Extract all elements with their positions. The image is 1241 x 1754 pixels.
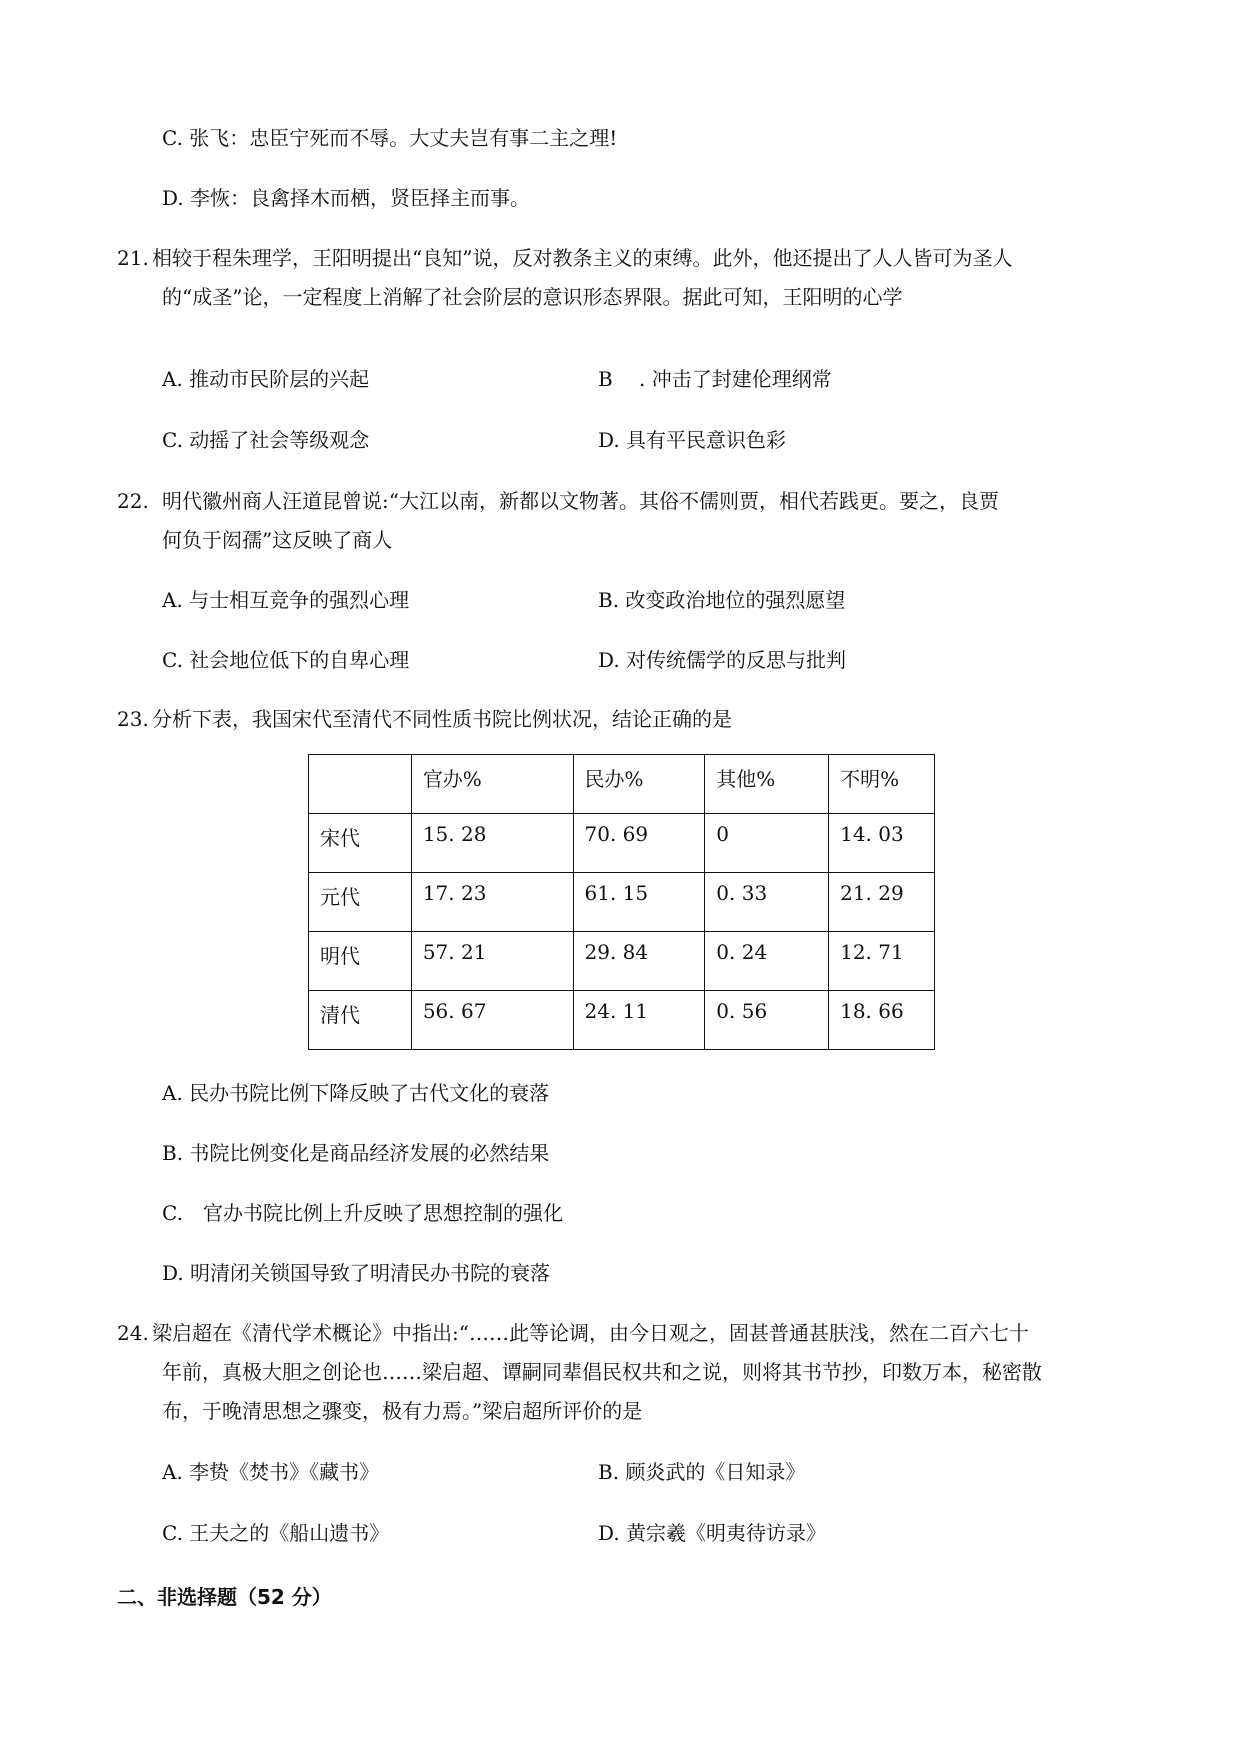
question-21-option-a: A. 推动市民阶层的兴起 [162,367,370,391]
question-22-number: 22. [117,489,149,513]
question-24-text-line1: 梁启超在《清代学术概论》中指出:“……此等论调，由今日观之，固甚普通甚肤浅，然在二百六七十 [152,1321,1029,1345]
table-cell: 57. 21 [411,932,573,991]
question-22-text-line2: 何负于闳孺”这反映了商人 [162,528,393,552]
question-23-option-c: C. 官办书院比例上升反映了思想控制的强化 [162,1201,563,1225]
table-cell: 明代 [309,932,412,991]
table-cell: 15. 28 [411,814,573,873]
question-21-text-line2: 的“成圣”论，一定程度上消解了社会阶层的意识形态界限。据此可知，王阳明的心学 [162,285,903,309]
table-header-cell: 官办% [411,755,573,814]
table-cell: 70. 69 [573,814,705,873]
table-cell: 12. 71 [829,932,935,991]
table-cell: 17. 23 [411,873,573,932]
table-cell: 宋代 [309,814,412,873]
table-header-cell: 不明% [829,755,935,814]
question-22-text-line1: 明代徽州商人汪道昆曾说:“大江以南，新都以文物著。其俗不儒则贾，相代若践更。要之，良贾 [162,489,999,513]
table-cell: 29. 84 [573,932,705,991]
table-row [309,873,935,932]
table-cell: 14. 03 [829,814,935,873]
academy-ratio-table [308,754,935,1050]
question-22-option-c: C. 社会地位低下的自卑心理 [162,648,410,672]
question-21-option-c: C. 动摇了社会等级观念 [162,428,370,452]
table-header-cell: 民办% [573,755,705,814]
question-24-text-line3: 布，于晚清思想之骤变，极有力焉。”梁启超所评价的是 [162,1399,643,1423]
table-cell: 0. 33 [705,873,829,932]
question-21-option-d: D. 具有平民意识色彩 [598,428,787,452]
table-cell: 元代 [309,873,412,932]
table-cell: 0 [705,814,829,873]
table-cell: 0. 24 [705,932,829,991]
table-cell: 0. 56 [705,991,829,1050]
question-21-text-line1: 相较于程朱理学，王阳明提出“良知”说，反对教条主义的束缚。此外，他还提出了人人皆可为圣人 [152,246,1013,270]
question-21-option-b: B . 冲击了封建伦理纲常 [598,367,832,391]
question-23-option-a: A. 民办书院比例下降反映了古代文化的衰落 [162,1081,550,1105]
table-cell: 56. 67 [411,991,573,1050]
question-22-option-a: A. 与士相互竞争的强烈心理 [162,588,410,612]
question-24-option-a: A. 李贽《焚书》《藏书》 [162,1460,380,1484]
question-21-number: 21. [117,246,149,270]
table-cell: 21. 29 [829,873,935,932]
question-23-text-line1: 分析下表，我国宋代至清代不同性质书院比例状况，结论正确的是 [152,707,732,731]
question-22-option-d: D. 对传统儒学的反思与批判 [598,648,847,672]
question-24-option-c: C. 王夫之的《船山遗书》 [162,1521,390,1545]
table-header-cell [309,755,412,814]
table-cell: 61. 15 [573,873,705,932]
question-24-option-d: D. 黄宗羲《明夷待访录》 [598,1521,827,1545]
option-c-prev: C. 张飞：忠臣宁死而不辱。大丈夫岂有事二主之理! [162,126,618,150]
table-cell: 清代 [309,991,412,1050]
table-header-cell: 其他% [705,755,829,814]
table-row [309,814,935,873]
question-24-option-b: B. 顾炎武的《日知录》 [598,1460,806,1484]
question-23-number: 23. [117,707,149,731]
table-row [309,932,935,991]
table-cell: 18. 66 [829,991,935,1050]
table-header-row [309,755,935,814]
table-cell: 24. 11 [573,991,705,1050]
question-22-option-b: B. 改变政治地位的强烈愿望 [598,588,846,612]
section-heading-non-choice: 二、非选择题（52 分） [117,1585,332,1609]
option-d-prev: D. 李恢：良禽择木而栖，贤臣择主而事。 [162,186,531,210]
question-24-number: 24. [117,1321,149,1345]
table-row [309,991,935,1050]
question-23-option-b: B. 书院比例变化是商品经济发展的必然结果 [162,1141,550,1165]
question-24-text-line2: 年前，真极大胆之创论也……梁启超、谭嗣同辈倡民权共和之说，则将其书节抄，印数万本，秘密散 [162,1360,1042,1384]
question-23-option-d: D. 明清闭关锁国导致了明清民办书院的衰落 [162,1261,551,1285]
